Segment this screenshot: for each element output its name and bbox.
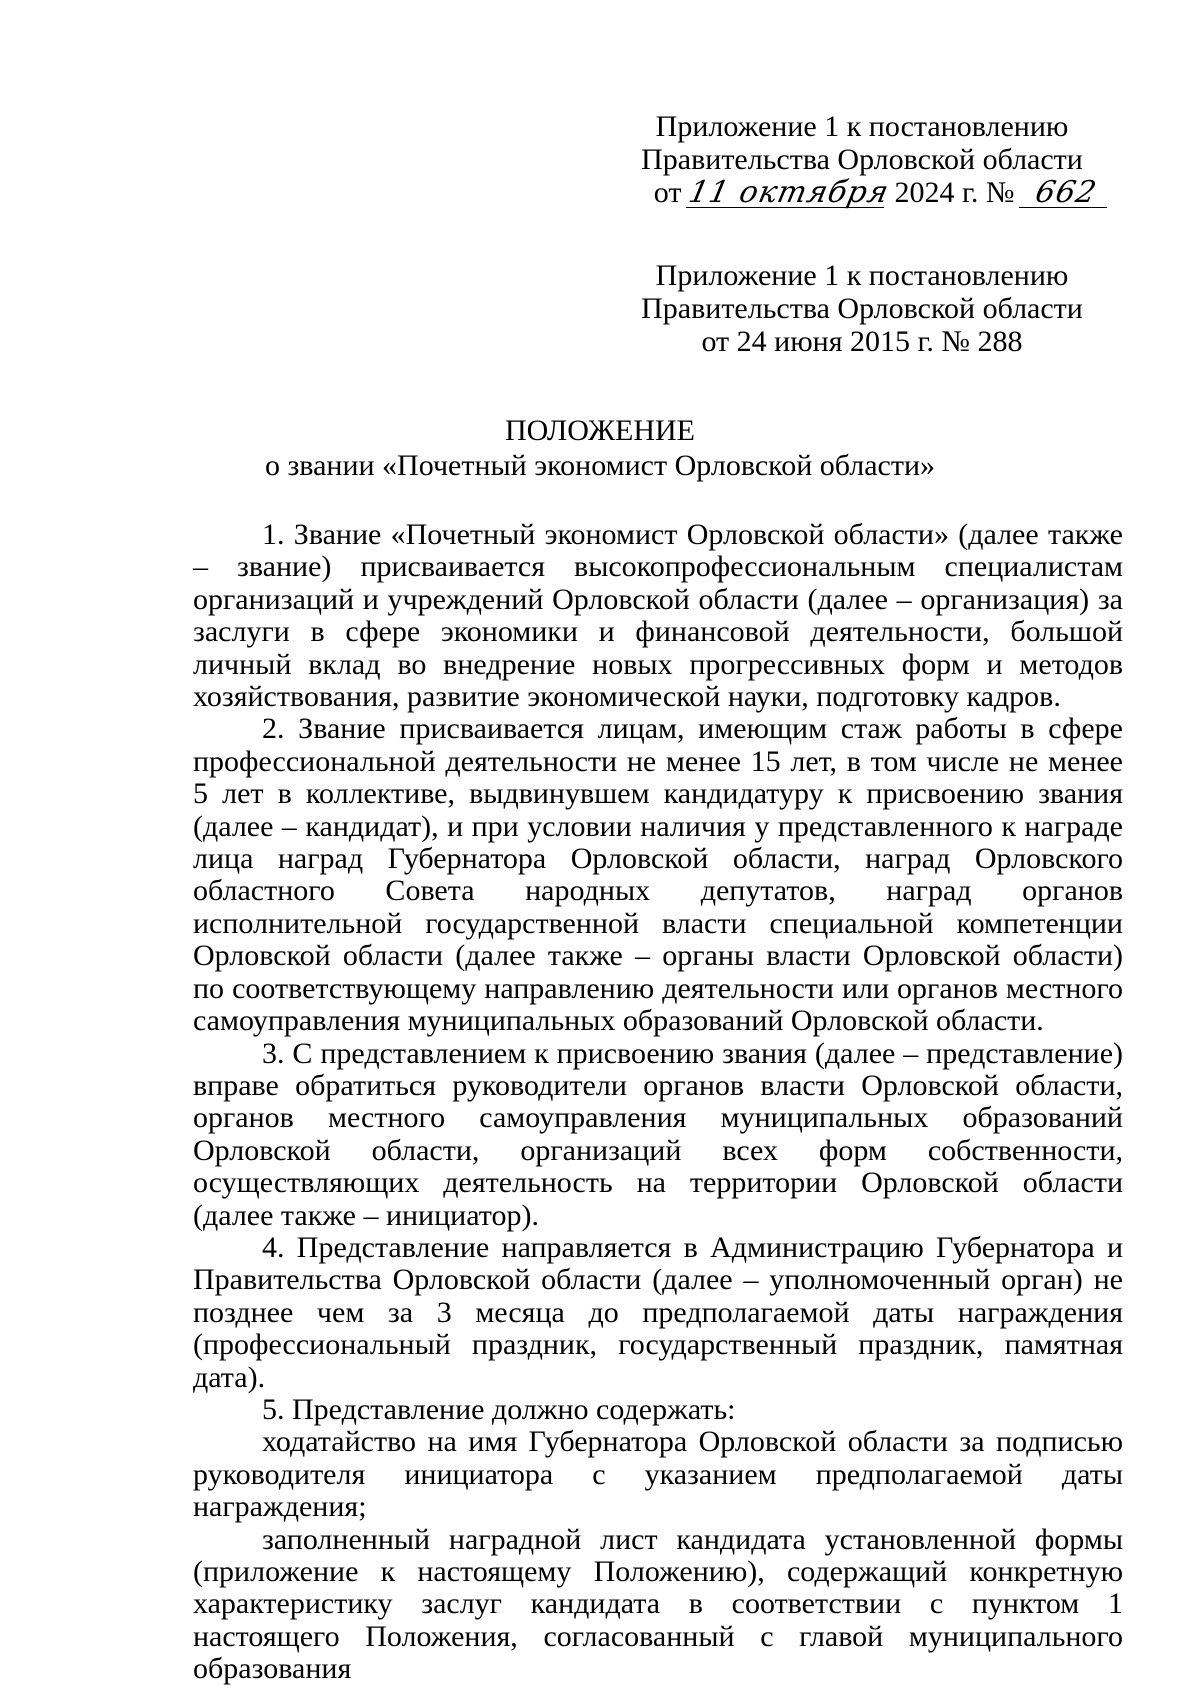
appendix-line-1: Приложение 1 к постановлению <box>655 110 1069 143</box>
paragraph-2: 2. Звание присваивается лицам, имеющим стаж работы в сфере профессиональной деятельности не менее 15 лет, в том числе не менее 5 лет в коллективе, выдвинувшем кандидатуру к присвоению звания (далее – кандидат), и при условии наличия у представленного к награде лица наград Губернатора Орловской области, наград Орловского областного Совета народных депутатов, наград органов исполнительной государственной власти специальной компетенции Орловской области (далее также – органы власти Орловской области) по соответствующему направлению деятельности или органов местного самоуправления муниципальных образований Орловской области. <box>193 712 1123 1038</box>
handwritten-number: 662 <box>1019 179 1113 208</box>
paragraph-1: 1. Звание «Почетный экономист Орловской области» (далее также – звание) присваивается высокопрофессиональным специалистам организаций и учреждений Орловской области (далее – организация) за заслуги в сфере экономики и финансовой деятельности, большой личный вклад во внедрение новых прогрессивных форм и методов хозяйствования, развитие экономической науки, подготовку кадров. <box>193 518 1123 714</box>
appendix-old-line-2: Правительства Орловской области <box>641 292 1083 325</box>
year-text: 2024 г. № <box>894 176 1015 209</box>
title-main: ПОЛОЖЕНИЕ <box>505 414 695 447</box>
document-title <box>0 413 1200 483</box>
handwritten-date: 11 октября <box>685 175 893 210</box>
appendix-date-line <box>612 176 1112 209</box>
appendix-line-2: Правительства Орловской области <box>641 143 1083 176</box>
paragraph-4: 4. Представление направляется в Администрацию Губернатора и Правительства Орловской области (далее – уполномоченный орган) не позднее чем за 3 месяца до предполагаемой даты награждения (профессиональный праздник, государственный праздник, памятная дата). <box>193 1230 1123 1394</box>
appendix-header-2024 <box>612 110 1112 209</box>
date-prefix: от <box>653 176 682 209</box>
paragraph-3: 3. С представлением к присвоению звания (далее – представление) вправе обратиться руководители органов власти Орловской области, органов местного самоуправления муниципальных образований Орловской области, организаций всех форм собственности, осуществляющих деятельность на территории Орловской области (далее также – инициатор). <box>193 1036 1123 1232</box>
document-body <box>193 519 1123 1686</box>
appendix-header-2015 <box>612 259 1112 358</box>
paragraph-5-item-1: ходатайство на имя Губернатора Орловской области за подписью руководителя инициатора с указанием предполагаемой даты награждения; <box>193 1425 1123 1524</box>
appendix-old-line-3: от 24 июня 2015 г. № 288 <box>701 325 1023 358</box>
paragraph-5: 5. Представление должно содержать: <box>262 1392 736 1426</box>
title-subtitle: о звании «Почетный экономист Орловской области» <box>264 449 936 482</box>
appendix-old-line-1: Приложение 1 к постановлению <box>655 259 1069 292</box>
paragraph-5-item-2: заполненный наградной лист кандидата установленной формы (приложение к настоящему Положению), содержащий конкретную характеристику заслуг кандидата в соответствии с пунктом 1 настоящего Положения, согласованный с главой муниципального образования <box>193 1522 1123 1686</box>
